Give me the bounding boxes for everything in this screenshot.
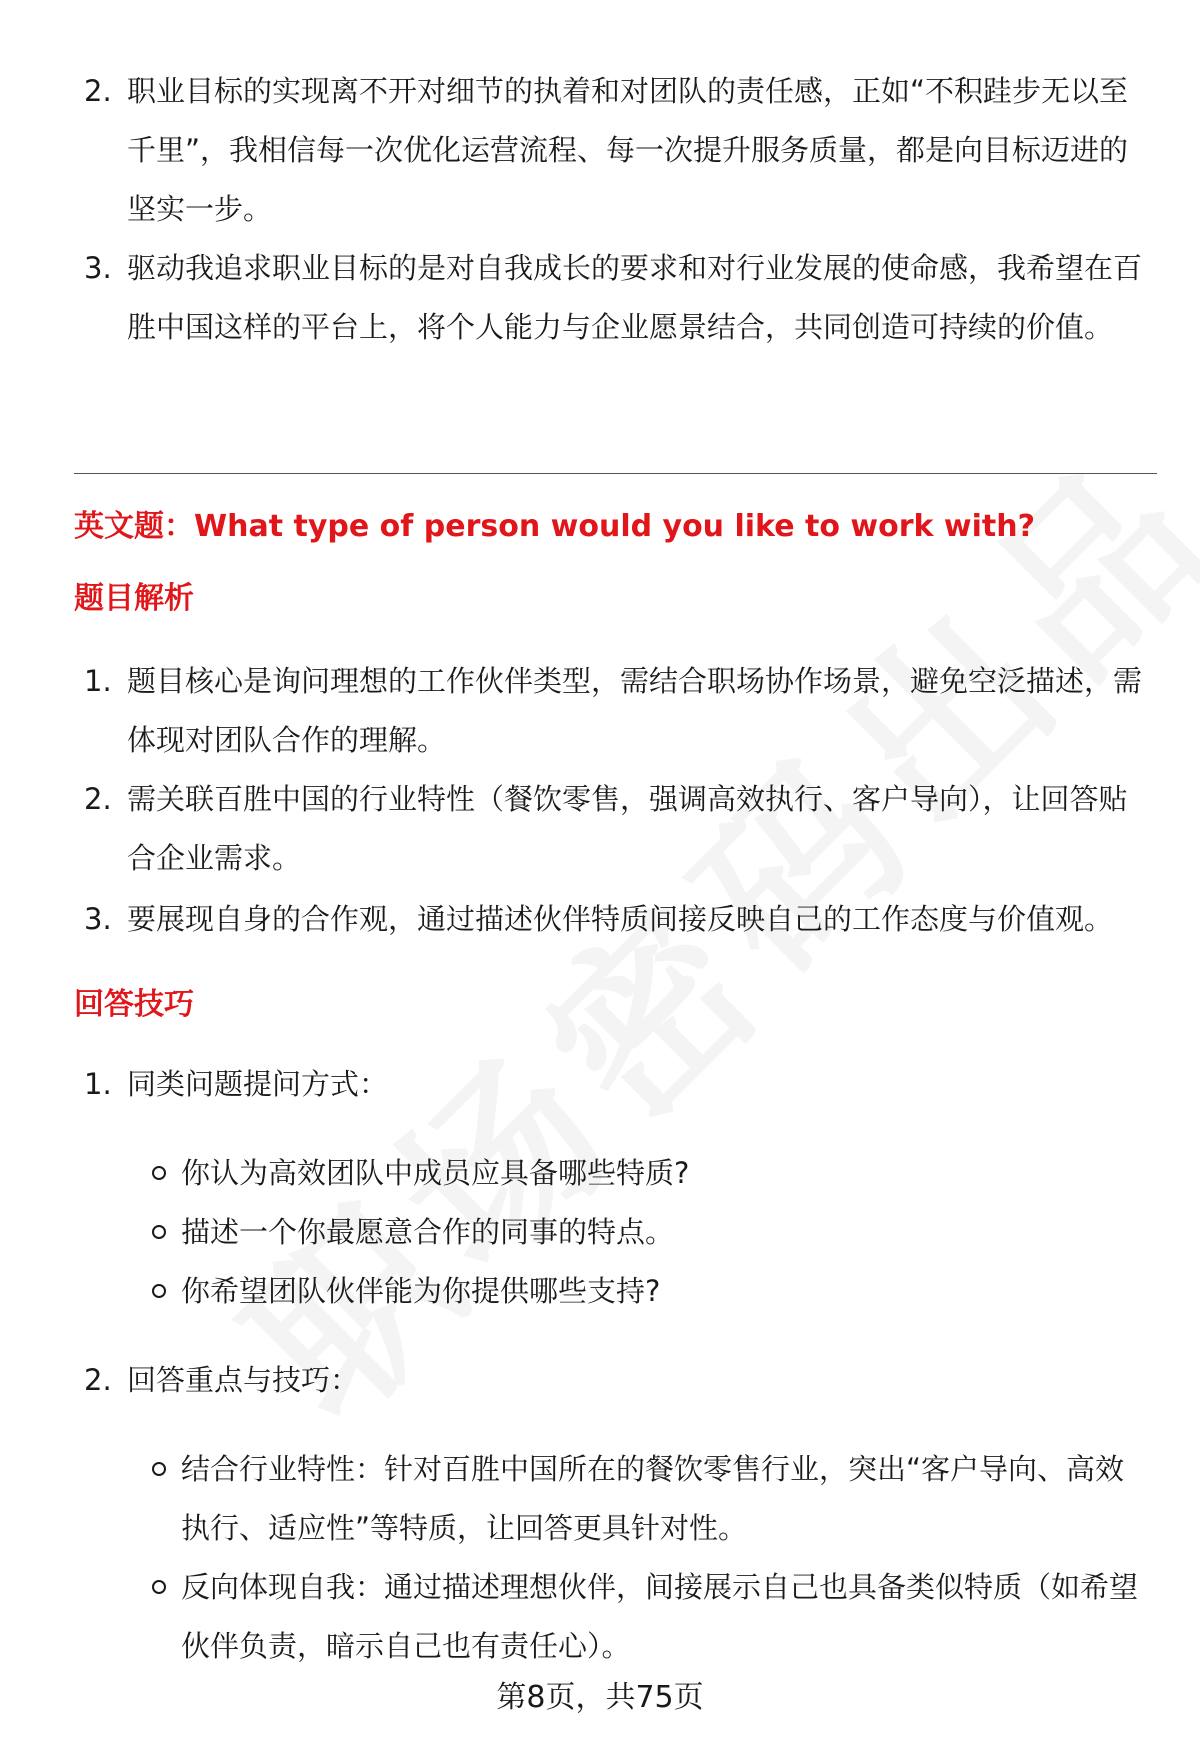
list-item-text: 回答重点与技巧： bbox=[127, 1363, 360, 1397]
list-number: 2. bbox=[84, 782, 112, 816]
list-item-text: 要展现自身的合作观，通过描述伙伴特质间接反映自己的工作态度与价值观。 bbox=[127, 902, 1114, 936]
list-item-text: 同类问题提问方式： bbox=[127, 1067, 389, 1101]
tips-heading: 回答技巧 bbox=[74, 987, 194, 1022]
list-number: 2. bbox=[84, 74, 112, 108]
section-divider bbox=[74, 473, 1157, 474]
list-number: 1. bbox=[84, 1067, 112, 1101]
list-number: 3. bbox=[84, 251, 112, 285]
bullet-icon bbox=[152, 1284, 166, 1298]
sub-list-item: 描述一个你最愿意合作的同事的特点。 bbox=[181, 1215, 675, 1249]
list-item-text: 需关联百胜中国的行业特性（餐饮零售，强调高效执行、客户导向），让回答贴合企业需求。 bbox=[127, 782, 1128, 875]
sub-list-item: 反向体现自我：通过描述理想伙伴，间接展示自己也具备类似特质（如希望伙伴负责，暗示自己也有责任心）。 bbox=[181, 1570, 1139, 1663]
page-footer: 第8页，共75页 bbox=[496, 1680, 704, 1715]
sub-list-item: 你希望团队伙伴能为你提供哪些支持? bbox=[181, 1274, 661, 1308]
sub-list-item: 你认为高效团队中成员应具备哪些特质? bbox=[181, 1156, 690, 1190]
list-number: 1. bbox=[84, 664, 112, 698]
sub-list-item: 结合行业特性：针对百胜中国所在的餐饮零售行业，突出“客户导向、高效执行、适应性”等特质，让回答更具针对性。 bbox=[181, 1452, 1125, 1545]
analysis-heading: 题目解析 bbox=[74, 581, 194, 616]
list-number: 3. bbox=[84, 902, 112, 936]
bullet-icon bbox=[152, 1580, 166, 1594]
bullet-icon bbox=[152, 1225, 166, 1239]
list-item-text: 驱动我追求职业目标的是对自我成长的要求和对行业发展的使命感，我希望在百胜中国这样的平台上，将个人能力与企业愿景结合，共同创造可持续的价值。 bbox=[127, 251, 1143, 344]
bullet-icon bbox=[152, 1462, 166, 1476]
list-item-text: 职业目标的实现离不开对细节的执着和对团队的责任感，正如“不积跬步无以至千里”，我相信每一次优化运营流程、每一次提升服务质量，都是向目标迈进的坚实一步。 bbox=[127, 74, 1129, 226]
question-title: 英文题：What type of person would you like to work with? bbox=[74, 509, 1035, 544]
bullet-icon bbox=[152, 1166, 166, 1180]
list-number: 2. bbox=[84, 1363, 112, 1397]
list-item-text: 题目核心是询问理想的工作伙伴类型，需结合职场协作场景，避免空泛描述，需体现对团队合作的理解。 bbox=[127, 664, 1143, 757]
